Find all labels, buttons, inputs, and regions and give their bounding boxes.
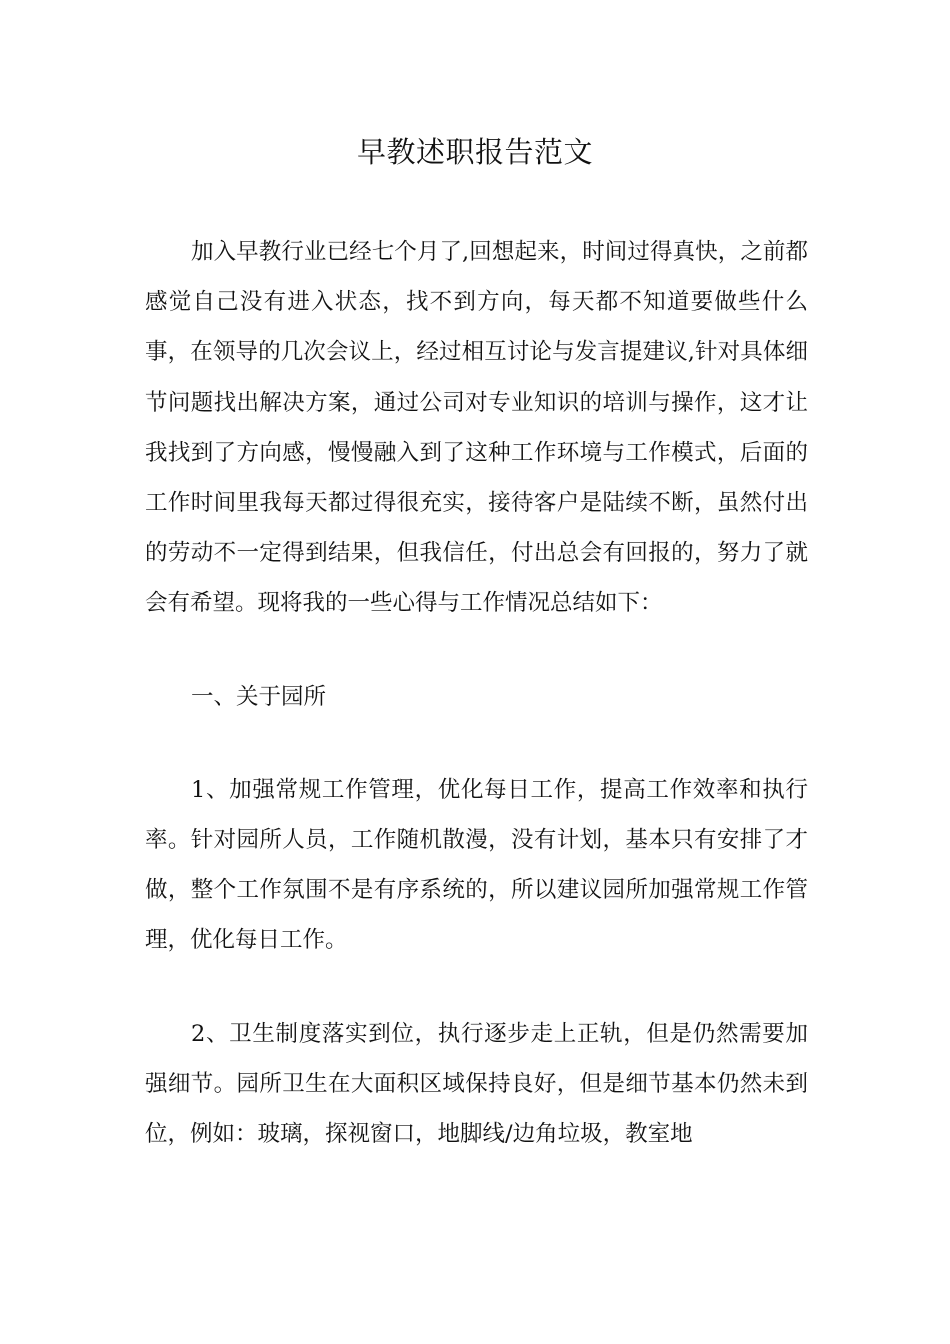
paragraph-spacer (145, 722, 808, 765)
intro-paragraph: 加入早教行业已经七个月了,回想起来，时间过得真快，之前都感觉自己没有进入状态，找不到方向，每天都不知道要做些什么事，在领导的几次会议上，经过相互讨论与发言提建议,针对具体细节问题找出解决方案，通过公司对专业知识的培训与操作，这才让我找到了方向感，慢慢融入到了这种工作环境与工作模式，后面的工作时间里我每天都过得很充实，接待客户是陆续不断，虽然付出的劳动不一定得到结果，但我信任，付出总会有回报的，努力了就会有希望。现将我的一些心得与工作情况总结如下： (145, 239, 808, 617)
paragraph-spacer (145, 629, 808, 672)
item-1-paragraph: 1、加强常规工作管理，优化每日工作，提高工作效率和执行率。针对园所人员，工作随机散漫，没有计划，基本只有安排了才做，整个工作氛围不是有序系统的，所以建议园所加强常规工作管理，优化每日工作。 (145, 776, 808, 954)
paragraph-spacer (145, 966, 808, 1009)
document-body (145, 227, 808, 1159)
item-2-paragraph: 2、卫生制度落实到位，执行逐步走上正轨，但是仍然需要加强细节。园所卫生在大面积区域保持良好，但是细节基本仍然未到位，例如：玻璃，探视窗口，地脚线/边角垃圾，教室地 (145, 1020, 808, 1148)
document-title: 早教述职报告范文 (356, 135, 593, 169)
section-heading: 一、关于园所 (191, 683, 327, 710)
